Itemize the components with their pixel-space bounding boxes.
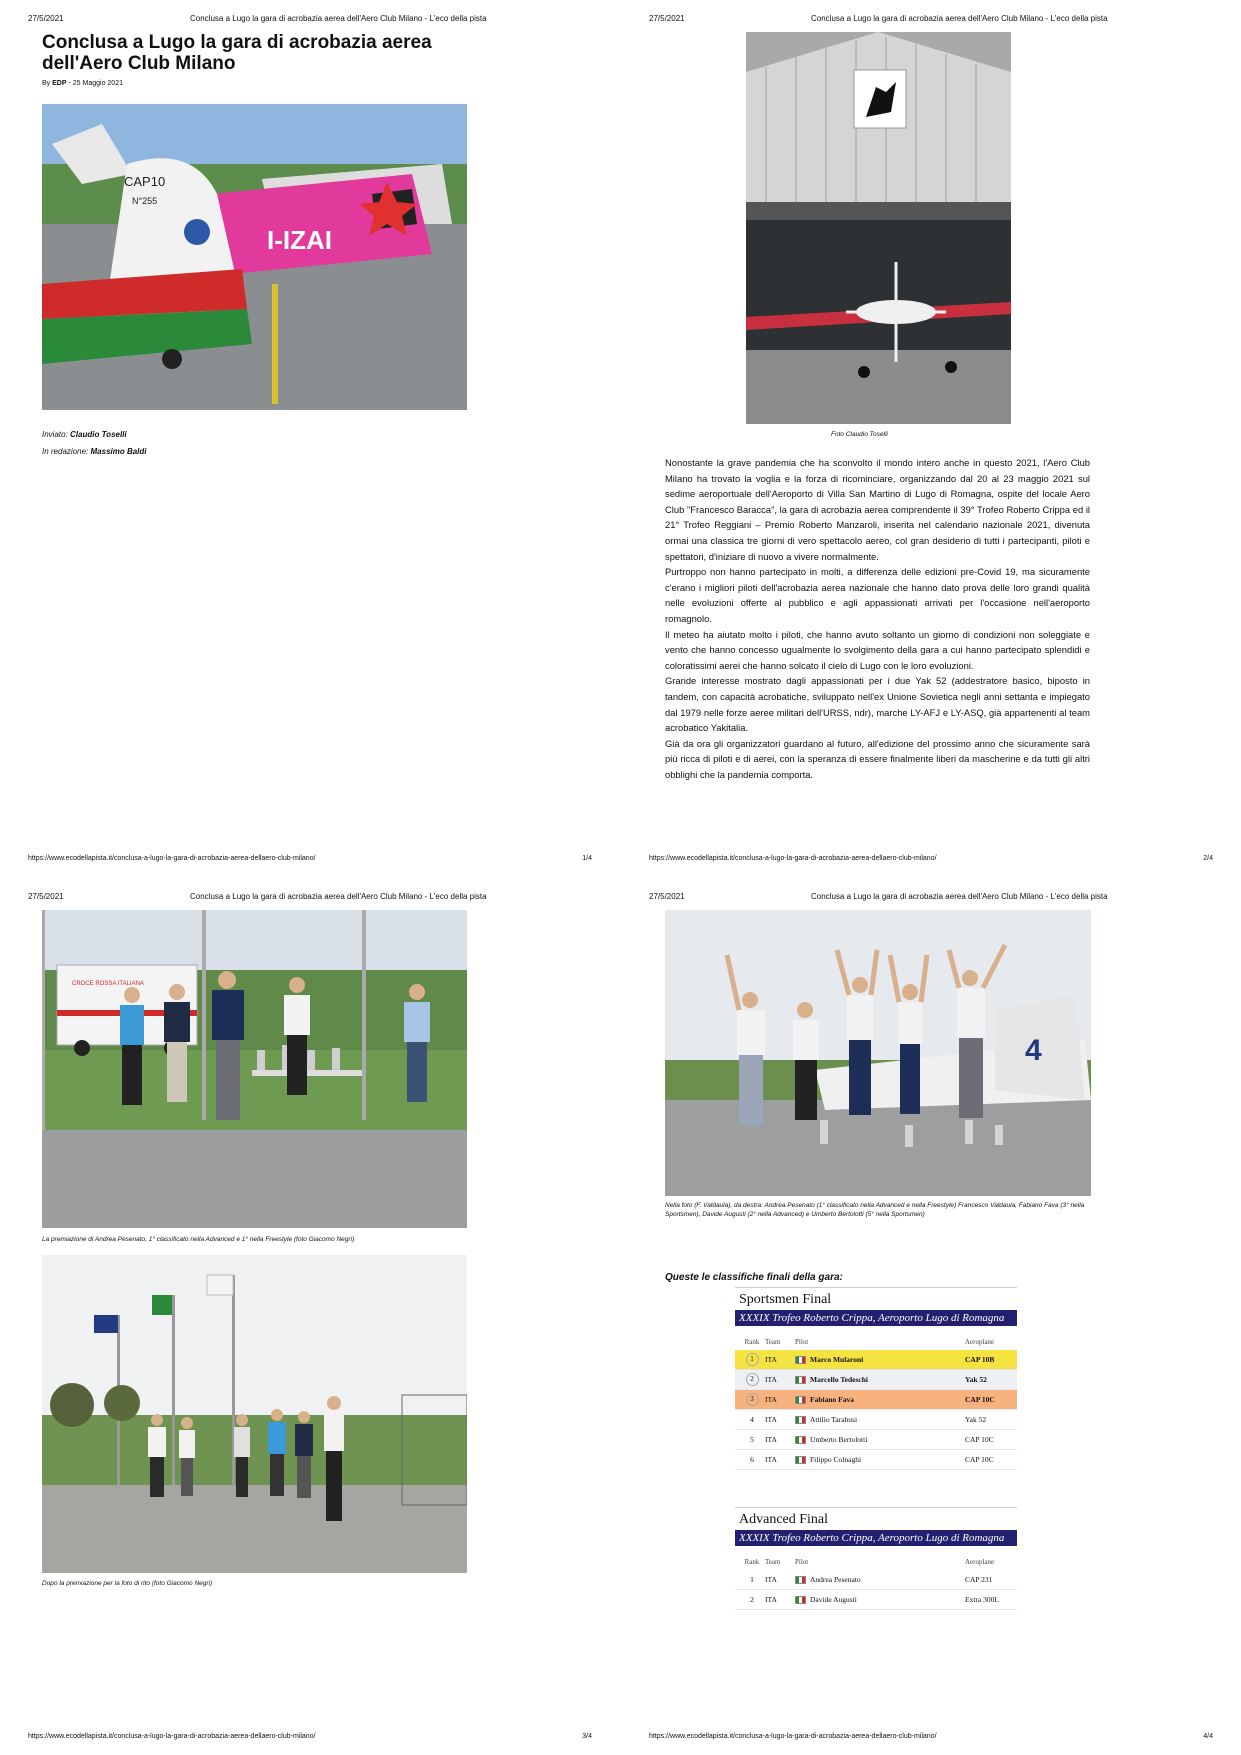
team-cell: ITA: [765, 1375, 777, 1384]
tail-number-text: N°255: [132, 196, 158, 206]
table-body: [735, 1350, 1017, 1470]
pilot-cell: [795, 1455, 965, 1464]
team-cell: ITA: [765, 1355, 777, 1364]
team-cell: ITA: [765, 1395, 777, 1404]
footer-url[interactable]: https://www.ecodellapista.it/conclusa-a-lugo-la-gara-di-acrobazia-aerea-dellaero-club-milano/: [649, 855, 937, 862]
byline-author[interactable]: EDP: [52, 80, 67, 87]
paragraph-3: Il meteo ha aiutato molto i piloti, che hanno avuto soltanto un giorno di condizioni non soleggiate e vento che hanno concesso ugualmente lo svolgimento della gara a cui hanno partecipato splendidi e coloratissimi aerei che hanno solcato il cielo di Lugo con le loro evoluzioni.: [665, 628, 1090, 671]
aeroplane-cell: Yak 52: [965, 1415, 987, 1424]
rank-cell: 4: [750, 1415, 754, 1424]
credit-reporter: Inviato: Claudio Toselli: [42, 430, 127, 439]
aeroplane-cell: CAP 10B: [965, 1355, 995, 1364]
photo-group-flags-caption: Dopo la premiazione per la foto di rito (foto Giacomo Negri): [42, 1580, 213, 1587]
pilot-name: Marcello Tedeschi: [810, 1375, 868, 1384]
pilot-name: Filippo Colnaghi: [810, 1455, 862, 1464]
footer-url[interactable]: https://www.ecodellapista.it/conclusa-a-lugo-la-gara-di-acrobazia-aerea-dellaero-club-milano/: [28, 855, 316, 862]
footer-page-number: 4/4: [1203, 1733, 1213, 1740]
pilot-name: Andrea Pesenato: [810, 1575, 861, 1584]
page-1: [0, 0, 620, 877]
aeroplane-cell: CAP 231: [965, 1575, 993, 1584]
header-date: 27/5/2021: [28, 14, 64, 23]
pilot-cell: [795, 1575, 965, 1584]
photo-group-flags: [42, 1255, 467, 1573]
paragraph-2: Purtroppo non hanno partecipato in molti, a differenza delle edizioni pre-Covid 19, ma sicuramente c'erano i migliori piloti dell'acrobazia aerea nazionale che hanno dato prova delle loro grandi qualità nelle evoluzioni offerte al pubblico e agli appassionati arrivati per l'occasione nell'aeroporto romagnolo.: [665, 566, 1090, 624]
medal-icon: 2: [746, 1373, 759, 1386]
table-row: [735, 1410, 1017, 1430]
table-row: [735, 1590, 1017, 1610]
article-body: [665, 455, 1090, 782]
pilot-cell: [795, 1355, 965, 1364]
italy-flag-icon: [795, 1436, 806, 1444]
team-cell: ITA: [765, 1575, 777, 1584]
results-table-advanced: [735, 1507, 1017, 1610]
team-cell: ITA: [765, 1435, 777, 1444]
footer-url[interactable]: https://www.ecodellapista.it/conclusa-a-lugo-la-gara-di-acrobazia-aerea-dellaero-club-milano/: [28, 1733, 316, 1740]
rank-cell: [739, 1373, 765, 1386]
italy-flag-icon: [795, 1376, 806, 1384]
header-site-title: Conclusa a Lugo la gara di acrobazia aerea dell'Aero Club Milano - L'eco della pista: [811, 892, 1108, 901]
footer-page-number: 1/4: [582, 855, 592, 862]
photo-aircraft-tail: [42, 104, 467, 410]
medal-icon: 1: [746, 1353, 759, 1366]
photo-pilots-celebrating: [665, 910, 1091, 1196]
photo-pilots-caption: Nella foto (F. Valdaula), da destra: Andrea Pesenato (1° classificato nella Advanced e nella Freestyle) Francesco Valdaula, Fabiano Fava (3° nella Sportsmen), Davide Augusti (2° nella Advanced) e Umberto Bertolotti (5° nella Sportsmen): [665, 1202, 1085, 1218]
results-table-sportsmen: [735, 1287, 1017, 1470]
results-heading: Queste le classifiche finali della gara:: [665, 1272, 843, 1283]
header-date: 27/5/2021: [649, 892, 685, 901]
page-4: [621, 878, 1241, 1755]
byline-date: 25 Maggio 2021: [72, 80, 123, 87]
svg-text:4: 4: [1025, 1034, 1042, 1067]
paragraph-1: Nonostante la grave pandemia che ha sconvolto il mondo intero anche in questo 2021, l'Aero Club Milano ha trovato la voglia e la forza di ricominciare, organizzando dal 20 al 23 maggio 2021 sul sedime aeroportuale dell'Aeroporto di Villa San Martino di Lugo di Romagna, ospite del locale Aero Club "Francesco Baracca", la gara di acrobazia aerea comprendente il 39° Trofeo Roberto Crippa ed il 21° Trofeo Reggiani – Premio Roberto Manzaroli, inserita nel calendario nazionale 2021, divenuta ormai una classica tre giorni di vero spettacolo aereo, col gran desiderio di tutti i partecipanti, piloti e spettatori, d'iniziare di nuovo a vivere normalmente.: [665, 457, 1090, 562]
pilot-cell: [795, 1595, 965, 1604]
table-header: Rank Team Pilot Aeroplane: [744, 1338, 995, 1346]
italy-flag-icon: [795, 1356, 806, 1364]
ambulance-text: CROCE ROSSA ITALIANA: [72, 981, 144, 987]
table-row: [735, 1350, 1017, 1370]
table-subtitle: XXXIX Trofeo Roberto Crippa, Aeroporto Lugo di Romagna: [735, 1310, 1017, 1326]
table-row: [735, 1370, 1017, 1390]
aeroplane-cell: CAP 10C: [965, 1435, 994, 1444]
rank-cell: 5: [750, 1435, 754, 1444]
footer-page-number: 3/4: [582, 1733, 592, 1740]
rank-cell: [739, 1353, 765, 1366]
pilot-name: Attilio Tarabusi: [810, 1415, 858, 1424]
footer-url[interactable]: https://www.ecodellapista.it/conclusa-a-lugo-la-gara-di-acrobazia-aerea-dellaero-club-milano/: [649, 1733, 937, 1740]
tail-code-text: CAP10: [124, 174, 166, 189]
medal-icon: 3: [746, 1393, 759, 1406]
table-row: [735, 1450, 1017, 1470]
header-date: 27/5/2021: [649, 14, 685, 23]
rank-cell: 2: [750, 1595, 754, 1604]
byline-prefix: By: [42, 80, 51, 87]
italy-flag-icon: [795, 1416, 806, 1424]
page-2: [621, 0, 1241, 877]
byline-separator: -: [68, 80, 71, 87]
table-title: Advanced Final: [735, 1507, 1017, 1530]
byline: [42, 80, 123, 87]
photo-award-ceremony: [42, 910, 467, 1228]
table-title: Sportsmen Final: [735, 1287, 1017, 1310]
page-3: [0, 878, 620, 1755]
paragraph-4: Grande interesse mostrato dagli appassionati per i due Yak 52 (addestratore basico, biposto in tandem, con capacità acrobatiche, sviluppato nell'ex Unione Sovietica negli anni settanta e impiegato dal 1979 nelle forze aeree militari dell'URSS, ndr), marche LY-AFJ e LY-ASQ, già appartenenti al team acrobatico Yakitalia.: [665, 675, 1090, 734]
rank-cell: [739, 1393, 765, 1406]
aeroplane-cell: CAP 10C: [965, 1395, 995, 1404]
pilot-name: Marco Mularoni: [810, 1355, 864, 1364]
aeroplane-cell: CAP 10C: [965, 1455, 994, 1464]
header-date: 27/5/2021: [28, 892, 64, 901]
article-title: Conclusa a Lugo la gara di acrobazia aerea dell'Aero Club Milano: [42, 32, 432, 74]
team-cell: ITA: [765, 1595, 777, 1604]
table-row: [735, 1570, 1017, 1590]
photo-hangar: [746, 32, 1011, 424]
photo-hangar-caption: Foto Claudio Toselli: [831, 431, 888, 438]
header-site-title: Conclusa a Lugo la gara di acrobazia aerea dell'Aero Club Milano - L'eco della pista: [190, 892, 487, 901]
pilot-name: Davide Augusti: [810, 1595, 857, 1604]
paragraph-5: Già da ora gli organizzatori guardano al futuro, all'edizione del prossimo anno che sicuramente sarà più ricca di piloti e di aerei, con la speranza di essere finalmente liberi da mascherine e da tutti gli altri obblighi che la pandemia comporta.: [665, 737, 1090, 780]
team-cell: ITA: [765, 1455, 777, 1464]
credit-editorial: In redazione: Massimo Baldi: [42, 447, 147, 456]
table-header: Rank Team Pilot Aeroplane: [744, 1558, 995, 1566]
aeroplane-cell: Yak 52: [965, 1375, 987, 1384]
team-cell: ITA: [765, 1415, 777, 1424]
header-site-title: Conclusa a Lugo la gara di acrobazia aerea dell'Aero Club Milano - L'eco della pista: [190, 14, 487, 23]
italy-flag-icon: [795, 1456, 806, 1464]
table-row: [735, 1430, 1017, 1450]
italy-flag-icon: [795, 1596, 806, 1604]
table-row: [735, 1390, 1017, 1410]
footer-page-number: 2/4: [1203, 855, 1213, 862]
photo-award-ceremony-caption: La premiazione di Andrea Pesenato, 1° classificato nella Advanced e 1° nella Freestyle (foto Giacomo Negri): [42, 1236, 355, 1243]
pilot-name: Umberto Bertolotti: [810, 1435, 868, 1444]
italy-flag-icon: [795, 1576, 806, 1584]
rank-cell: 6: [750, 1455, 754, 1464]
table-subtitle: XXXIX Trofeo Roberto Crippa, Aeroporto Lugo di Romagna: [735, 1530, 1017, 1546]
pilot-cell: [795, 1415, 965, 1424]
rank-cell: 1: [750, 1575, 754, 1584]
italy-flag-icon: [795, 1396, 806, 1404]
header-site-title: Conclusa a Lugo la gara di acrobazia aerea dell'Aero Club Milano - L'eco della pista: [811, 14, 1108, 23]
table-body: [735, 1570, 1017, 1610]
pilot-cell: [795, 1435, 965, 1444]
pilot-cell: [795, 1395, 965, 1404]
registration-text: I-IZAI: [267, 225, 332, 255]
pilot-name: Fabiano Fava: [810, 1395, 854, 1404]
pilot-cell: [795, 1375, 965, 1384]
aeroplane-cell: Extra 300L: [965, 1595, 999, 1604]
